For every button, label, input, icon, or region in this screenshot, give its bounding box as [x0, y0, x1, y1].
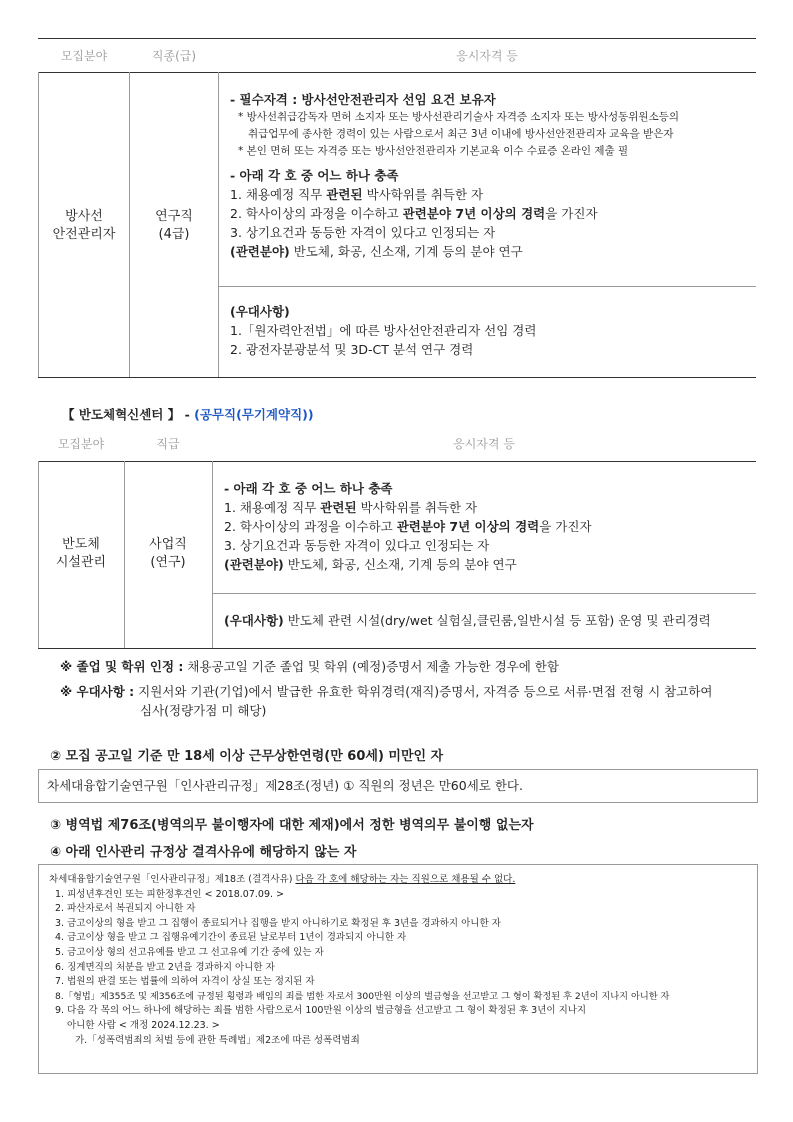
section-2-title: ② 모집 공고일 기준 만 18세 이상 근무상한연령(만 60세) 미만인 자: [50, 749, 444, 764]
rule-item: 8.「형법」제355조 및 제356조에 규정된 횡령과 배임의 죄를 범한 자로서 300만원 이상의 벌금형을 선고받고 그 형이 확정된 후 2년이 지나지 아니한 자: [55, 990, 670, 1002]
rule-item: 4. 금고이상 형을 받고 그 집행유예기간이 종료된 날로부터 1년이 경과되지 아니한 자: [55, 932, 407, 944]
rule-item: 5. 금고이상 형의 선고유예를 받고 그 선고유예 기간 중에 있는 자: [55, 946, 324, 958]
t2-req-item-3: 3. 상기요건과 동등한 자격이 있다고 인정되는 자: [224, 538, 490, 553]
table1-field-line1: 방사선: [65, 209, 103, 224]
table1-field-line2: 안전관리자: [52, 227, 116, 242]
rule-item: 3. 금고이상의 형을 받고 그 집행이 종료되거나 집행을 받지 아니하기로 확정된 후 3년을 경과하지 아니한 자: [55, 917, 501, 929]
t2-preference: (우대사항) 반도체 관련 시설(dry/wet 실험실,클린룸,일반시설 등 포함) 운영 및 관리경력: [224, 613, 711, 628]
table2-bottom-rule: [38, 648, 756, 649]
table2-header-rule: [38, 461, 756, 462]
table1-bottom-rule: [38, 377, 756, 378]
section-4-box: [38, 864, 758, 1074]
section-4-box-content: [49, 873, 753, 1048]
section-2-box-text: 차세대융합기술연구원「인사관리규정」제28조(정년) ① 직원의 정년은 만60세로 한다.: [47, 778, 523, 793]
section-3-title: ③ 병역법 제76조(병역의무 불이행자에 대한 제재)에서 정한 병역의무 불이행 없는자: [50, 818, 534, 833]
rule-subitem: 가.「성폭력범죄의 처벌 등에 관한 특례법」제2조에 따른 성폭력범죄: [75, 1034, 360, 1046]
mandatory-note-1b: 취급업무에 종사한 경력이 있는 사람으로서 최근 3년 이내에 방사선안전관리자 교육을 받은자: [248, 128, 674, 140]
table1-field-cell: [38, 208, 130, 244]
table1-position-cell: [130, 208, 218, 244]
table2-position-cell: [124, 536, 212, 572]
table2-field-cell: [38, 536, 124, 572]
mandatory-qualification: - 필수자격 : 방사선안전관리자 선임 요건 보유자: [230, 92, 496, 107]
req-item-2: 2. 학사이상의 과정을 이수하고 관련분야 7년 이상의 경력을 가진자: [230, 206, 598, 221]
mandatory-note-2: * 본인 면허 또는 자격증 또는 방사선안전관리자 기본교육 이수 수료증 온라인 제출 필: [238, 145, 629, 157]
table2-header-position: 직급: [156, 437, 180, 451]
table1-requirements-block: [230, 90, 750, 261]
rule-item: 1. 피성년후견인 또는 피한정후견인 < 2018.07.09. >: [55, 888, 284, 900]
table1-top-rule: [38, 38, 756, 39]
employment-type: (공무직(무기계약직)): [194, 407, 314, 422]
section-4-title: ④ 아래 인사관리 규정상 결격사유에 해당하지 않는 자: [50, 845, 357, 860]
note-degree: ※ 졸업 및 학위 인정 : 채용공고일 기준 졸업 및 학위 (예정)증명서 제출 가능한 경우에 한함: [60, 659, 559, 674]
t2-req-item-1: 1. 채용예정 직무 관련된 박사학위를 취득한 자: [224, 500, 478, 515]
rule-item: 7. 법원의 판결 또는 법률에 의하여 자격이 상실 또는 정지된 자: [55, 976, 315, 988]
t2-req-item-2: 2. 학사이상의 과정을 이수하고 관련분야 7년 이상의 경력을 가진자: [224, 519, 592, 534]
table2-row-split: [212, 593, 756, 594]
related-field: (관련분야) 반도체, 화공, 신소재, 기계 등의 분야 연구: [230, 244, 523, 259]
table2-field-line2: 시설관리: [55, 555, 107, 570]
preference-title: (우대사항): [230, 304, 290, 319]
table2-col-divider-3: [212, 461, 213, 649]
req-item-3: 3. 상기요건과 동등한 자격이 있다고 인정되는 자: [230, 225, 496, 240]
table1-col-divider-3: [218, 72, 219, 378]
table1-position-line2: (4급): [158, 227, 190, 242]
table1-header-field: 모집분야: [60, 49, 108, 63]
preference-item-1: 1.「원자력안전법」에 따른 방사선안전관리자 선임 경력: [230, 323, 537, 338]
preference-item-2: 2. 광전자분광분석 및 3D-CT 분석 연구 경력: [230, 342, 474, 357]
center-name: 【 반도체혁신센터 】 -: [62, 407, 195, 422]
any-of-title: - 아래 각 호 중 어느 하나 충족: [230, 168, 399, 183]
table2-header-requirements: 응시자격 등: [453, 437, 515, 451]
rule-item: 6. 징계면직의 처분을 받고 2년을 경과하지 아니한 자: [55, 961, 275, 973]
table1-row-split: [218, 286, 756, 287]
rule-intro: 차세대융합기술연구원「인사관리규정」제18조 (결격사유) 다음 각 호에 해당하는 자는 직원으로 채용될 수 없다.: [49, 874, 516, 885]
table2-position-line1: 사업직: [149, 537, 187, 552]
table2-header-field: 모집분야: [57, 437, 105, 451]
table2-field-line1: 반도체: [62, 537, 100, 552]
section-2-box: [38, 769, 758, 803]
rule-item: 2. 파산자로서 복권되지 아니한 자: [55, 903, 196, 915]
table1-header-requirements: 응시자격 등: [456, 49, 518, 63]
note-preference-cont: 심사(정량가점 미 해당): [140, 703, 267, 718]
req-item-1: 1. 채용예정 직무 관련된 박사학위를 취득한 자: [230, 187, 484, 202]
rule-item: 9. 다음 각 목의 어느 하나에 해당하는 죄를 범한 사람으로서 100만원 이상의 벌금형을 선고받고 그 형이 확정된 후 3년이 지나지: [55, 1005, 587, 1017]
table2-requirements-block: [224, 479, 750, 574]
t2-any-of-title: - 아래 각 호 중 어느 하나 충족: [224, 481, 393, 496]
table1-preference-block: [230, 302, 750, 359]
note-preference: ※ 우대사항 : 지원서와 기관(기업)에서 발급한 유효한 학위경력(재직)증명서, 자격증 등으로 서류·면접 전형 시 참고하여 심사(정량가점 미 해당): [60, 682, 760, 720]
mandatory-note-1a: * 방사선취급감독자 면허 소지자 또는 방사선관리기술사 자격증 소지자 또는 방사성동위원소등의: [238, 111, 680, 123]
rule-item-cont: 아니한 사람 < 개정 2024.12.23. >: [67, 1019, 220, 1031]
table1-header-position: 직종(급): [151, 49, 197, 63]
table2-position-line2: (연구): [150, 555, 186, 570]
center-heading: [62, 405, 314, 423]
table1-header-rule: [38, 72, 756, 73]
table1-position-line1: 연구직: [155, 209, 193, 224]
t2-related-field: (관련분야) 반도체, 화공, 신소재, 기계 등의 분야 연구: [224, 557, 517, 572]
